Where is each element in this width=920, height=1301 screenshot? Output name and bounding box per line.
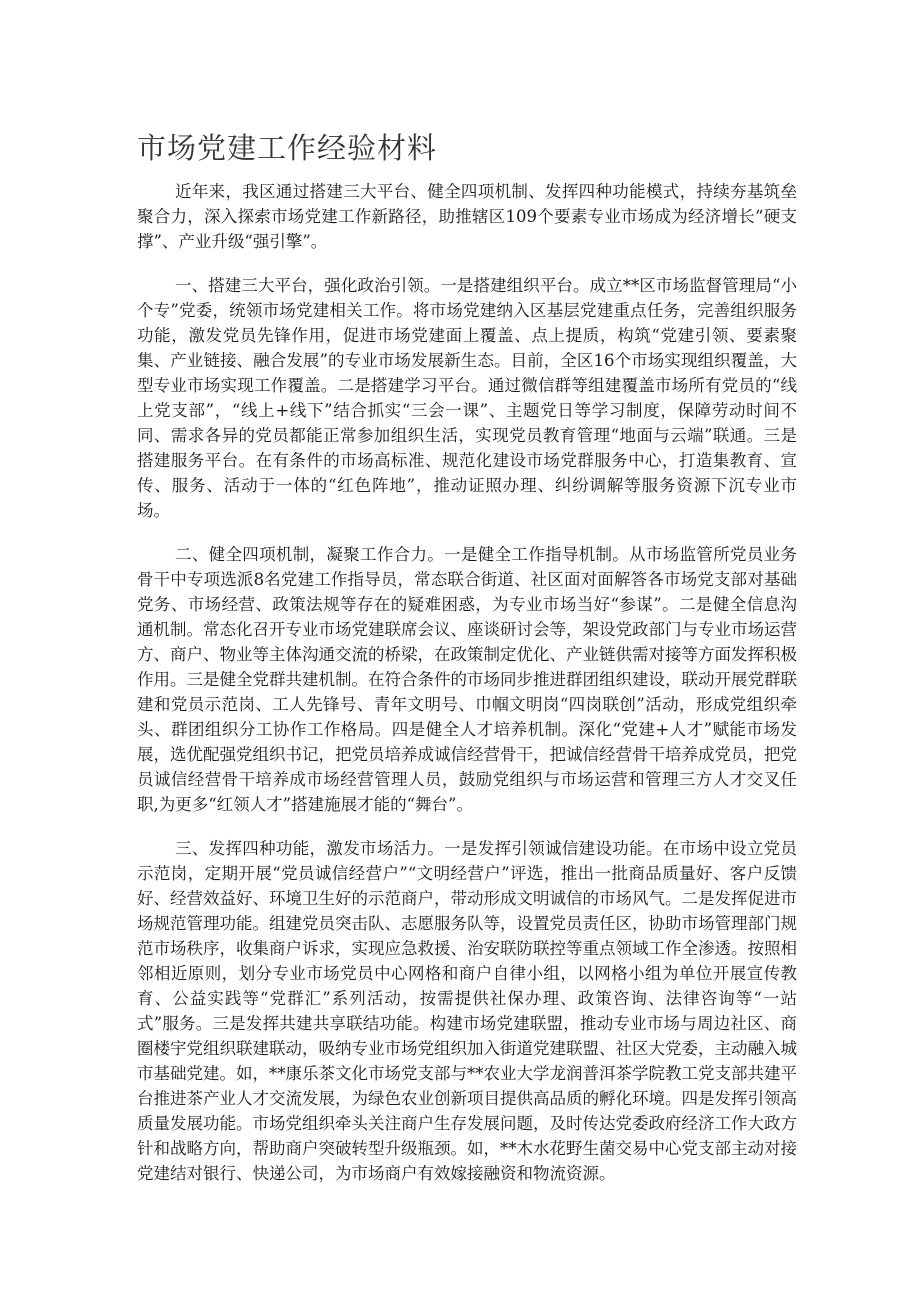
section-1-paragraph: 一、搭建三大平台，强化政治引领。一是搭建组织平台。成立**区市场监督管理局“小个专”党委，统领市场党建相关工作。将市场党建纳入区基层党建重点任务，完善组织服务功能，激发党员先锋作用，促进市场党建面上覆盖、点上提质，构筑“党建引领、要素聚集、产业链接、融合发展”的专业市场发展新生态。目前，全区16个市场实现组织覆盖，大型专业市场实现工作覆盖。二是搭建学习平台。通过微信群等组建覆盖市场所有党员的“线上党支部”，“线上+线下”结合抓实“三会一课”、主题党日等学习制度，保障劳动时间不同、需求各异的党员都能正常参加组织生活，实现党员教育管理“地面与云端”联通。三是搭建服务平台。在有条件的市场高标准、规范化建设市场党群服务中心，打造集教育、宣传、服务、活动于一体的“红色阵地”，推动证照办理、纠纷调解等服务资源下沉专业市场。 (137, 276, 797, 520)
document-title: 市场党建工作经验材料 (137, 131, 438, 165)
document-body (137, 179, 797, 1205)
section-3-paragraph: 三、发挥四种功能，激发市场活力。一是发挥引领诚信建设功能。在市场中设立党员示范岗，定期开展“党员诚信经营户”“文明经营户”评选，推出一批商品质量好、客户反馈好、经营效益好、环境卫生好的示范商户，带动形成文明诚信的市场风气。二是发挥促进市场规范管理功能。组建党员突击队、志愿服务队等，设置党员责任区，协助市场管理部门规范市场秩序，收集商户诉求，实现应急救援、治安联防联控等重点领域工作全渗透。按照相邻相近原则，划分专业市场党员中心网格和商户自律小组，以网格小组为单位开展宣传教育、公益实践等“党群汇”系列活动，按需提供社保办理、政策咨询、法律咨询等“一站式”服务。三是发挥共建共享联结功能。构建市场党建联盟，推动专业市场与周边社区、商圈楼宇党组织联建联动，吸纳专业市场党组织加入街道党建联盟、社区大党委，主动融入城市基础党建。如，**康乐茶文化市场党支部与**农业大学龙润普洱茶学院教工党支部共建平台推进茶产业人才交流发展，为绿色农业创新项目提供高品质的孵化环境。四是发挥引领高质量发展功能。市场党组织牵头关注商户生存发展问题，及时传达党委政府经济工作大政方针和战略方向，帮助商户突破转型升级瓶颈。如，**木水花野生菌交易中心党支部主动对接党建结对银行、快递公司，为市场商户有效嫁接融资和物流资源。 (137, 839, 797, 1183)
section-2-paragraph: 二、健全四项机制，凝聚工作合力。一是健全工作指导机制。从市场监管所党员业务骨干中专项选派8名党建工作指导员，常态联合街道、社区面对面解答各市场党支部对基础党务、市场经营、政策法规等存在的疑难困惑，为专业市场当好“参谋”。二是健全信息沟通机制。常态化召开专业市场党建联席会议、座谈研讨会等，架设党政部门与专业市场运营方、商户、物业等主体沟通交流的桥梁，在政策制定优化、产业链供需对接等方面发挥积极作用。三是健全党群共建机制。在符合条件的市场同步推进群团组织建设，联动开展党群联建和党员示范岗、工人先锋号、青年文明号、巾帼文明岗“四岗联创”活动，形成党组织牵头、群团组织分工协作工作格局。四是健全人才培养机制。深化“党建+人才”赋能市场发展，选优配强党组织书记，把党员培养成诚信经营骨干，把诚信经营骨干培养成党员，把党员诚信经营骨干培养成市场经营管理人员，鼓励党组织与市场运营和管理三方人才交叉任职,为更多“红领人才”搭建施展才能的“舞台”。 (137, 545, 797, 814)
intro-paragraph: 近年来，我区通过搭建三大平台、健全四项机制、发挥四种功能模式，持续夯基筑垒聚合力，深入探索市场党建工作新路径，助推辖区109个要素专业市场成为经济增长“硬支撑”、产业升级“强引擎”。 (137, 182, 797, 251)
